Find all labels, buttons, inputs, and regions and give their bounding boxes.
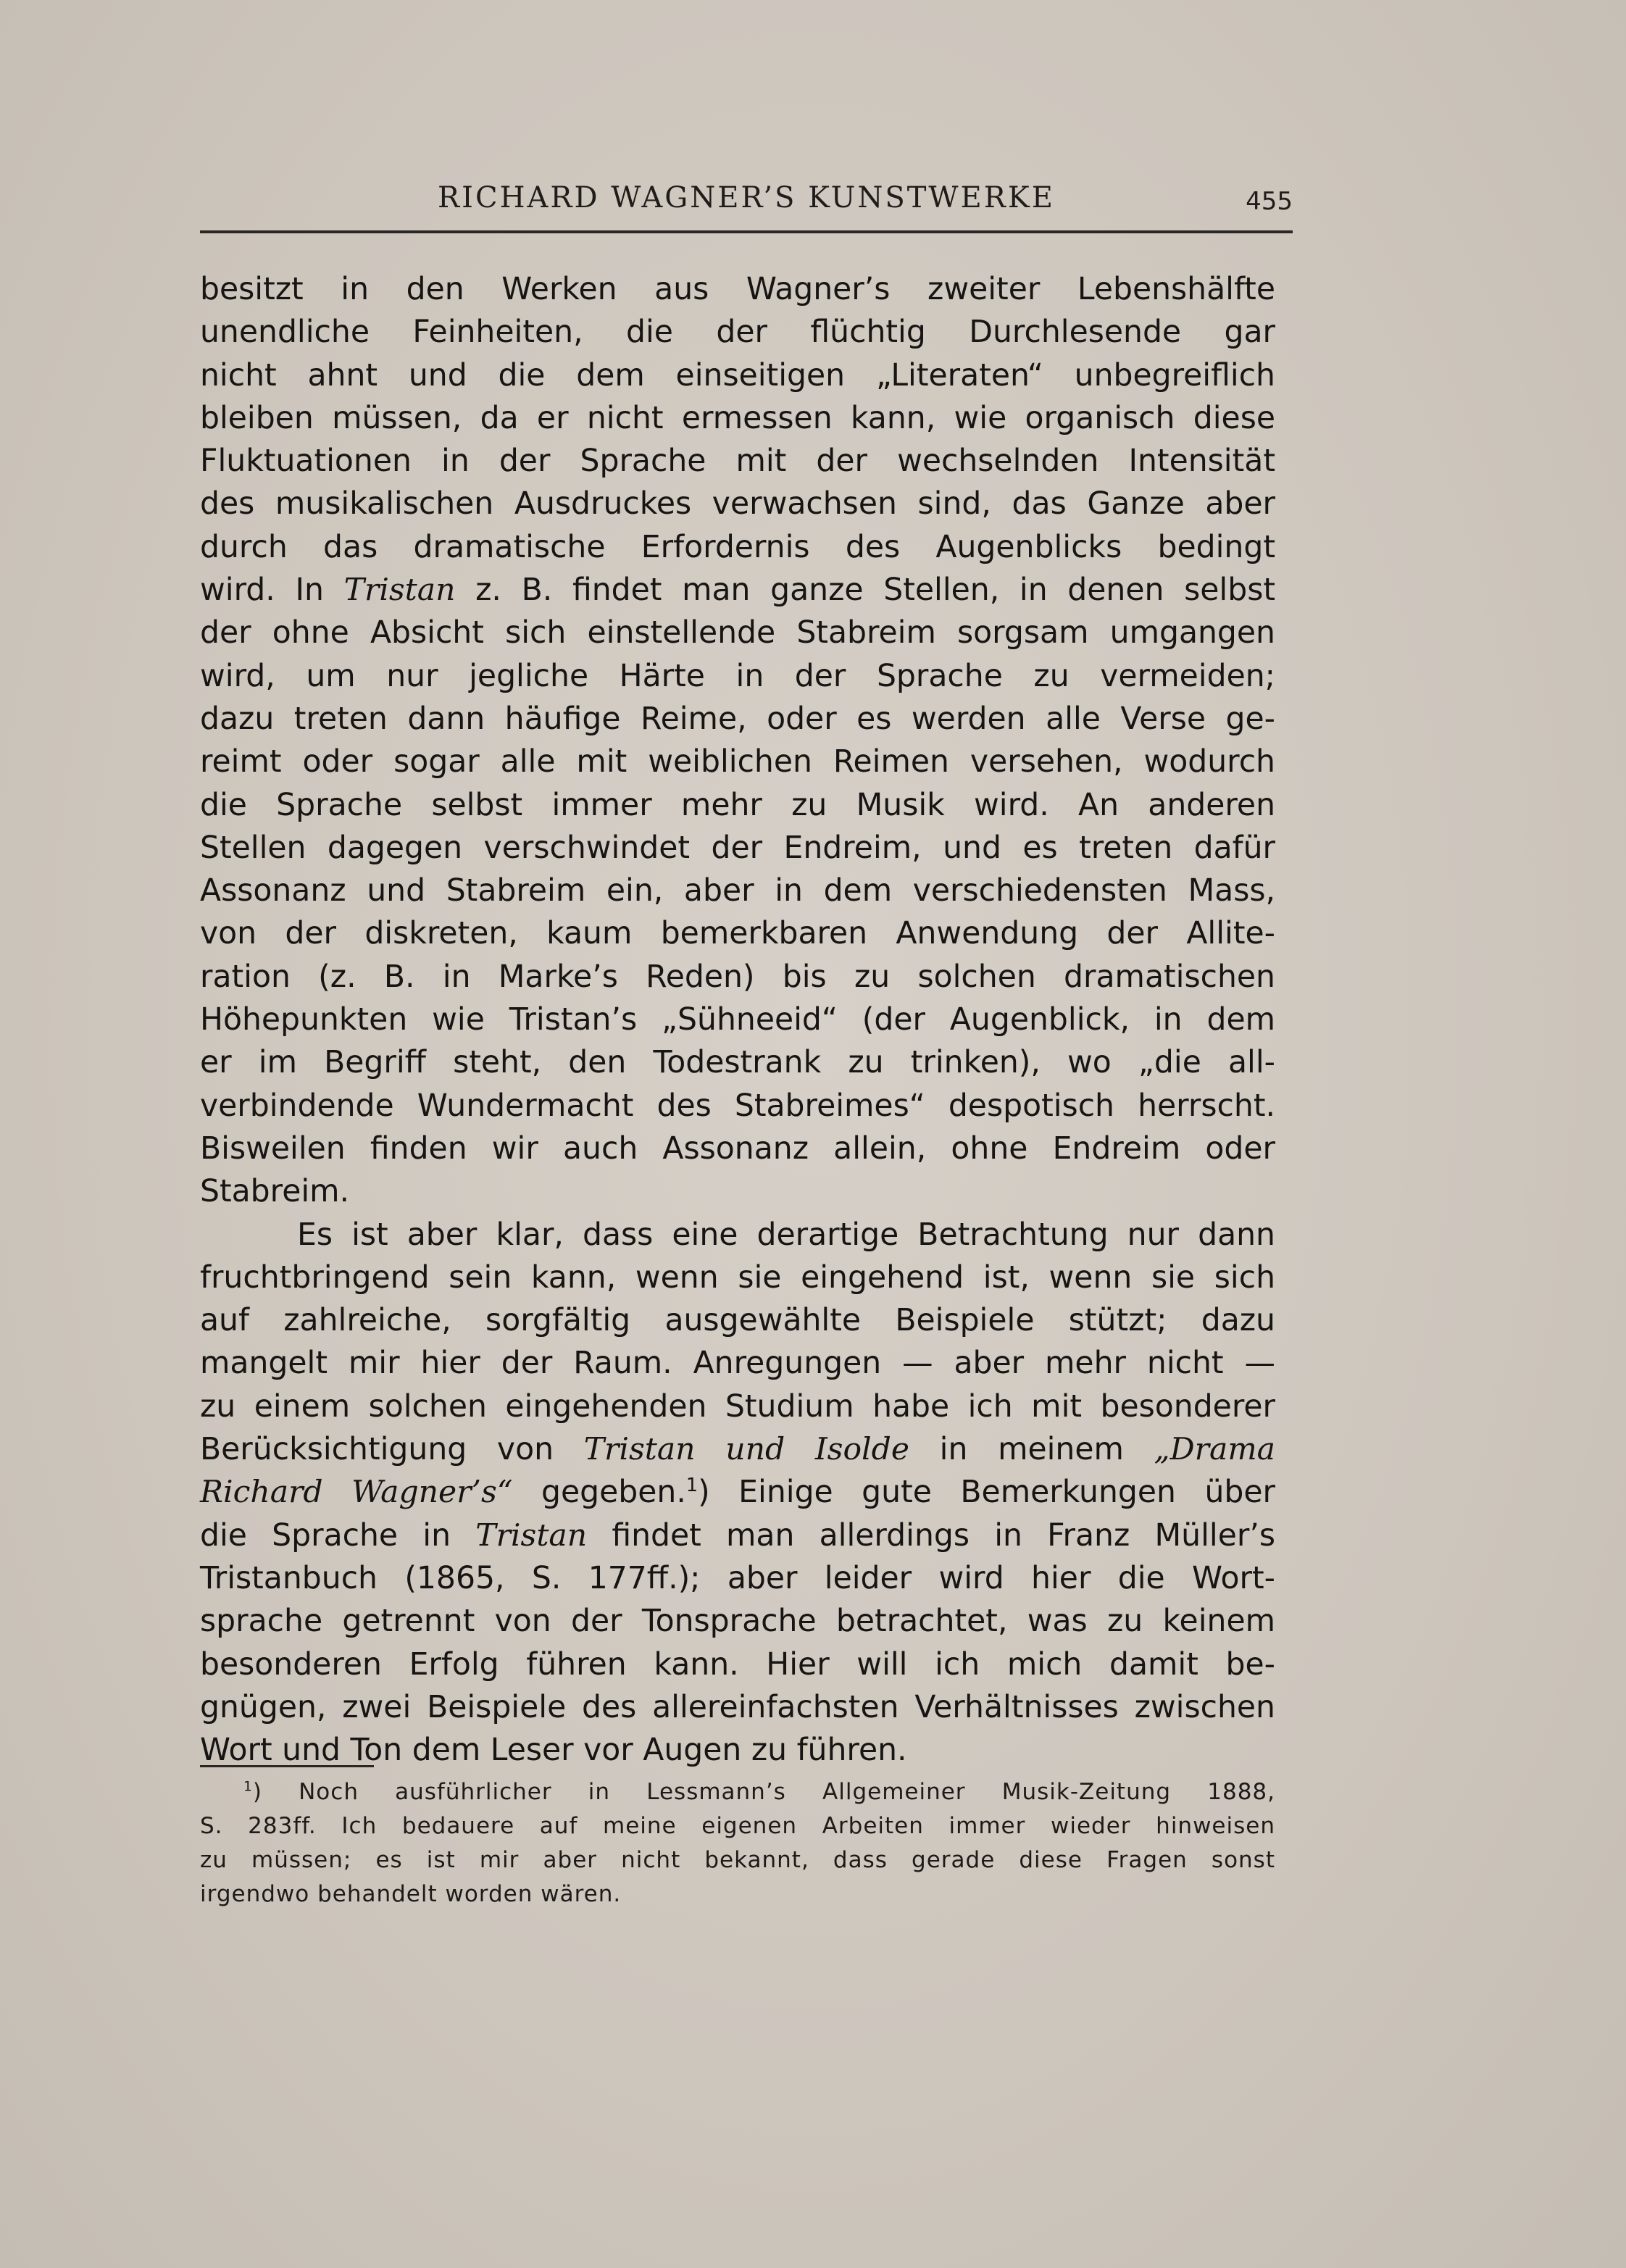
- text-line: Höhepunkten wie Tristan’s „Sühneeid“ (der Augenblick, in dem: [200, 1002, 1275, 1038]
- text-run: die Sprache in: [200, 1517, 476, 1554]
- text-run: in meinem: [909, 1432, 1154, 1468]
- text-line: die Sprache selbst immer mehr zu Musik wird. An anderen: [200, 787, 1275, 823]
- text-line: Bisweilen finden wir auch Assonanz allein, ohne Endreim oder: [200, 1130, 1275, 1167]
- text-line: Assonanz und Stabreim ein, aber in dem verschiedensten Mass,: [200, 873, 1275, 909]
- text-line: verbindende Wundermacht des Stabreimes“ despotisch herrscht.: [200, 1088, 1275, 1124]
- italic-title: Tristan und Isolde: [583, 1432, 909, 1468]
- text-run: ) Noch ausführlicher in Lessmann’s Allgemeiner Musik-Zeitung 1888,: [252, 1779, 1275, 1805]
- text-line: des musikalischen Ausdruckes verwachsen sind, das Ganze aber: [200, 486, 1275, 522]
- footnote-line: [200, 1775, 1275, 1809]
- text-line: [200, 1514, 1275, 1557]
- footnote-line: S. 283ff. Ich bedauere auf meine eigenen Arbeiten immer wieder hinweisen: [200, 1813, 1275, 1839]
- text-line: nicht ahnt und die dem einseitigen „Literaten“ unbegreiflich: [200, 357, 1275, 393]
- text-line: reimt oder sogar alle mit weiblichen Reimen versehen, wodurch: [200, 744, 1275, 780]
- text-line: Stabreim.: [200, 1174, 350, 1210]
- text-line: Tristanbuch (1865, S. 177ff.); aber leider wird hier die Wort-: [200, 1560, 1275, 1596]
- text-line: sprache getrennt von der Tonsprache betrachtet, was zu keinem: [200, 1604, 1275, 1640]
- text-line: unendliche Feinheiten, die der flüchtig Durchlesende gar: [200, 314, 1275, 351]
- footnote-marker: 1: [243, 1779, 253, 1795]
- text-line: Es ist aber klar, dass eine derartige Betrachtung nur dann: [297, 1217, 1275, 1253]
- italic-title: „Drama: [1154, 1432, 1275, 1468]
- main-text: [200, 268, 1275, 1772]
- footnote-marker: 1: [685, 1475, 699, 1497]
- text-line: [200, 1471, 1275, 1514]
- text-run: Berücksichtigung von: [200, 1432, 584, 1468]
- text-line: besonderen Erfolg führen kann. Hier will ich mich damit be-: [200, 1646, 1275, 1683]
- text-line: wird, um nur jegliche Härte in der Sprache zu vermeiden;: [200, 658, 1275, 694]
- text-line: er im Begriff steht, den Todestrank zu trinken), wo „die all-: [200, 1045, 1275, 1081]
- text-line: gnügen, zwei Beispiele des allereinfachsten Verhältnisses zwischen: [200, 1689, 1275, 1725]
- text-line: bleiben müssen, da er nicht ermessen kann, wie organisch diese: [200, 400, 1275, 436]
- text-run: gegeben.: [512, 1475, 686, 1511]
- footnote-divider: [200, 1765, 374, 1767]
- text-line: [200, 1428, 1275, 1471]
- text-line: von der diskreten, kaum bemerkbaren Anwendung der Allite-: [200, 916, 1275, 952]
- text-line: Stellen dagegen verschwindet der Endreim, und es treten dafür: [200, 830, 1275, 866]
- text-line: besitzt in den Werken aus Wagner’s zweiter Lebenshälfte: [200, 272, 1275, 307]
- italic-title: Tristan: [343, 572, 456, 609]
- text-line: mangelt mir hier der Raum. Anregungen — aber mehr nicht —: [200, 1346, 1275, 1382]
- page-header: [200, 172, 1293, 233]
- footnote-line: zu müssen; es ist mir aber nicht bekannt, dass gerade diese Fragen sonst: [200, 1847, 1275, 1873]
- text-line: auf zahlreiche, sorgfältig ausgewählte Beispiele stützt; dazu: [200, 1303, 1275, 1339]
- text-line: ration (z. B. in Marke’s Reden) bis zu solchen dramatischen: [200, 959, 1275, 995]
- text-run: findet man allerdings in Franz Müller’s: [587, 1517, 1275, 1554]
- text-run: wird. In: [200, 572, 344, 609]
- text-line: Wort und Ton dem Leser vor Augen zu führen.: [200, 1733, 907, 1769]
- footnote-line: irgendwo behandelt worden wären.: [200, 1881, 622, 1907]
- running-title: RICHARD WAGNER’S KUNSTWERKE: [438, 181, 1055, 214]
- text-run: z. B. findet man ganze Stellen, in denen selbst: [455, 572, 1275, 609]
- text-run: ) Einige gute Bemerkungen über: [698, 1475, 1275, 1511]
- text-line: [200, 569, 1275, 612]
- text-line: durch das dramatische Erfordernis des Augenblicks bedingt: [200, 529, 1275, 565]
- text-line: dazu treten dann häufige Reime, oder es werden alle Verse ge-: [200, 701, 1275, 737]
- page-number: 455: [1246, 187, 1293, 216]
- text-line: zu einem solchen eingehenden Studium habe ich mit besonderer: [200, 1388, 1275, 1425]
- italic-title: Tristan: [475, 1517, 588, 1554]
- text-line: Fluktuationen in der Sprache mit der wechselnden Intensität: [200, 443, 1275, 480]
- footnotes: [200, 1775, 1275, 1911]
- text-line: der ohne Absicht sich einstellende Stabreim sorgsam umgangen: [200, 615, 1275, 651]
- italic-title: Richard Wagner’s“: [200, 1475, 513, 1511]
- text-line: fruchtbringend sein kann, wenn sie eingehend ist, wenn sie sich: [200, 1259, 1275, 1296]
